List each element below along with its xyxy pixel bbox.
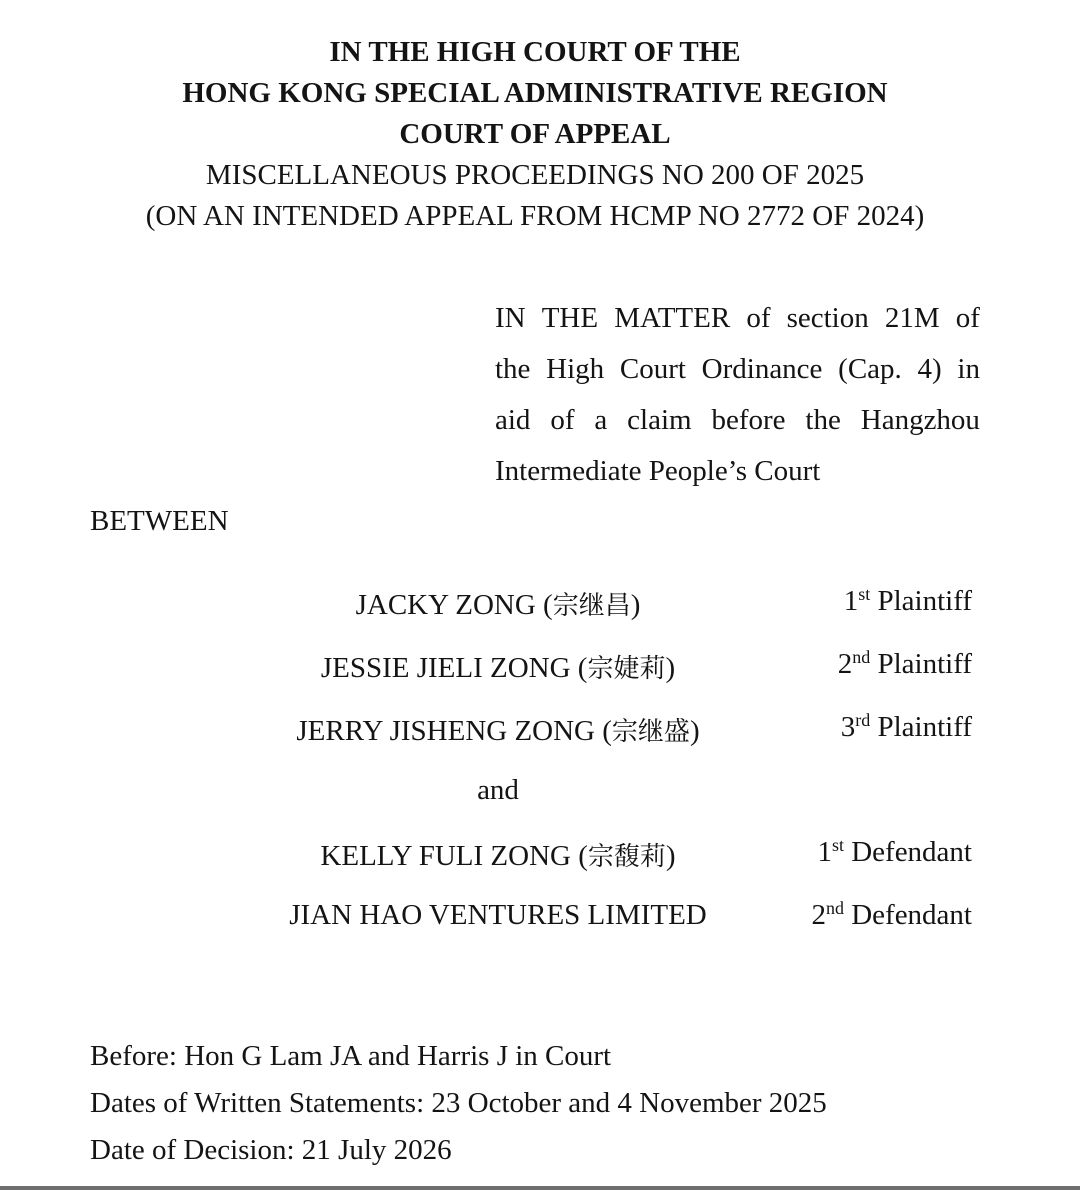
- party-name-2nd-plaintiff: [210, 648, 786, 685]
- matter-word: 21M: [884, 302, 940, 334]
- party-chinese-name: 宗继昌: [552, 591, 631, 621]
- ordinal-number: 1: [817, 836, 832, 868]
- ordinal-suffix: rd: [855, 710, 871, 730]
- matter-word: IN: [495, 302, 526, 334]
- role-label: Defendant: [843, 899, 972, 931]
- ordinal-number: 2: [837, 648, 853, 680]
- decision-date: Date of Decision: 21 July 2026: [90, 1134, 452, 1166]
- matter-word: section: [786, 302, 869, 334]
- party-name-close: ): [665, 840, 676, 872]
- matter-word: Court: [619, 353, 686, 385]
- ordinal-number: 3: [840, 711, 856, 743]
- party-role-2nd-defendant: [811, 899, 972, 932]
- matter-word: 4): [917, 353, 942, 385]
- matter-word: THE: [541, 302, 599, 334]
- written-statements-dates: Dates of Written Statements: 23 October and 4 November 2025: [90, 1087, 827, 1119]
- matter-word: the: [805, 404, 841, 436]
- ordinal-number: 1: [843, 585, 859, 617]
- party-name-2nd-defendant: [210, 899, 786, 932]
- party-role-1st-defendant: [817, 836, 972, 869]
- matter-word: of: [746, 302, 771, 334]
- matter-line-2: [495, 353, 980, 386]
- role-label: Plaintiff: [870, 648, 972, 680]
- party-role-3rd-plaintiff: [841, 711, 972, 744]
- party-name-text: KELLY FULI ZONG (: [320, 840, 588, 872]
- role-label: Defendant: [843, 836, 972, 868]
- party-name-text: JIAN HAO VENTURES LIMITED: [289, 899, 707, 931]
- matter-last-line: Intermediate People’s Court: [495, 455, 821, 487]
- party-name-3rd-plaintiff: [210, 711, 786, 748]
- party-name-text: JERRY JISHENG ZONG (: [296, 715, 612, 747]
- matter-word: a: [594, 404, 608, 436]
- matter-line-3: [495, 404, 980, 437]
- matter-word: of: [955, 302, 980, 334]
- ordinal-suffix: st: [831, 835, 844, 855]
- ordinal-suffix: st: [858, 584, 871, 604]
- matter-word: Hangzhou: [860, 404, 980, 436]
- between-label: BETWEEN: [90, 505, 229, 537]
- matter-word: of: [550, 404, 575, 436]
- matter-word: aid: [495, 404, 531, 436]
- party-chinese-name: 宗婕莉: [587, 654, 666, 684]
- court-division: COURT OF APPEAL: [399, 118, 671, 150]
- party-name-1st-plaintiff: [210, 585, 786, 622]
- party-name-close: ): [630, 589, 641, 621]
- party-chinese-name: 宗馥莉: [587, 842, 666, 872]
- role-label: Plaintiff: [870, 585, 972, 617]
- matter-word: before: [711, 404, 786, 436]
- matter-word: Ordinance: [701, 353, 823, 385]
- matter-line-1: [495, 302, 980, 335]
- party-name-close: ): [665, 652, 676, 684]
- party-role-1st-plaintiff: [844, 585, 972, 618]
- party-chinese-name: 宗继盛: [611, 717, 690, 747]
- role-label: Plaintiff: [870, 711, 972, 743]
- matter-line-4: [495, 455, 980, 488]
- party-name-1st-defendant: [210, 836, 786, 873]
- party-name-text: JESSIE JIELI ZONG (: [320, 652, 588, 684]
- matter-word: High: [546, 353, 605, 385]
- matter-word: (Cap.: [838, 353, 902, 385]
- ordinal-suffix: nd: [852, 647, 871, 667]
- appeal-reference: (ON AN INTENDED APPEAL FROM HCMP NO 2772 OF 2024): [145, 200, 925, 232]
- matter-word: in: [957, 353, 980, 385]
- party-name-close: ): [689, 715, 700, 747]
- matter-word: MATTER: [614, 302, 731, 334]
- court-name-line-2: HONG KONG SPECIAL ADMINISTRATIVE REGION: [182, 77, 888, 109]
- party-name-text: JACKY ZONG (: [355, 589, 553, 621]
- court-name-line-1: IN THE HIGH COURT OF THE: [329, 36, 741, 68]
- ordinal-number: 2: [811, 899, 826, 931]
- ordinal-suffix: nd: [825, 898, 844, 918]
- matter-word: claim: [627, 404, 692, 436]
- matter-word: the: [495, 353, 531, 385]
- bottom-border: [0, 1186, 1080, 1190]
- coram-line: Before: Hon G Lam JA and Harris J in Court: [90, 1040, 612, 1072]
- proceedings-number: MISCELLANEOUS PROCEEDINGS NO 200 OF 2025: [205, 159, 865, 191]
- party-role-2nd-plaintiff: [838, 648, 972, 681]
- and-separator: and: [477, 774, 519, 806]
